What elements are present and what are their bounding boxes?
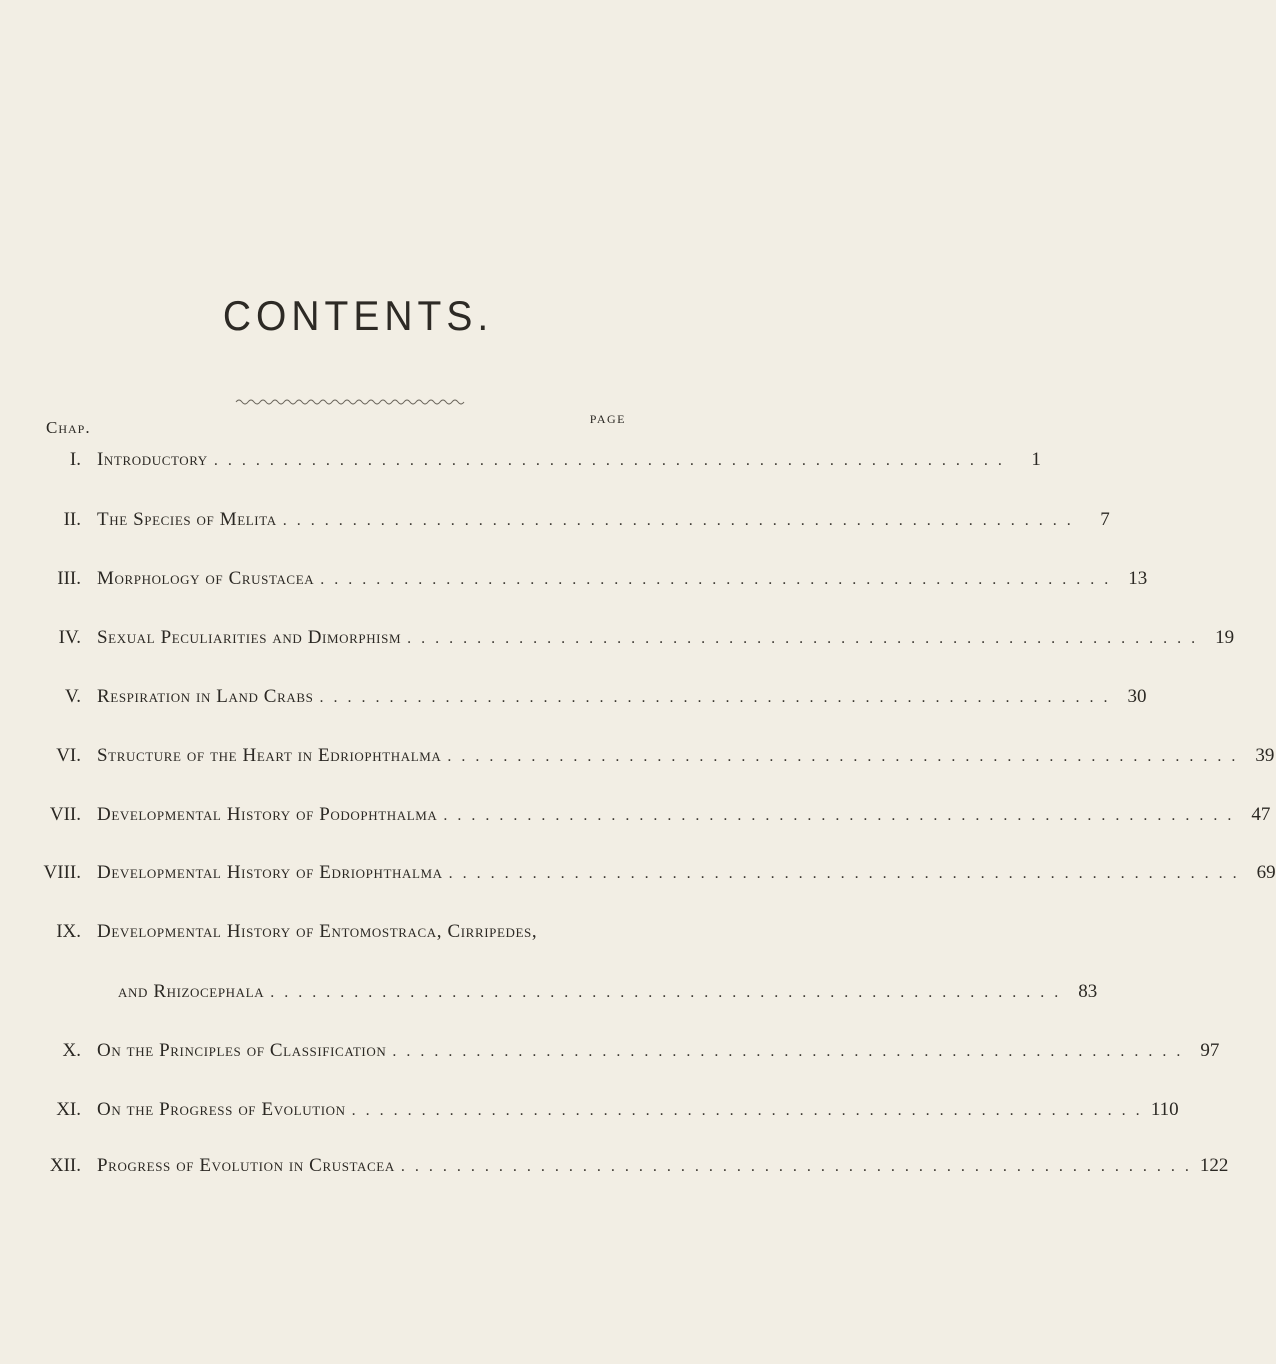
chapter-numeral: VI. xyxy=(56,745,81,766)
page-number: 13 xyxy=(1128,568,1148,589)
chapter-title: Introductory xyxy=(97,449,208,470)
dot-leader: . . . . . . . . . . . . . . . . . . . . . . . . . . . . . . . . . . . . . . . . . . . . . . . . . . . . . . . . . xyxy=(448,865,1240,882)
chapter-numeral: IX. xyxy=(56,921,81,942)
chapter-numeral: XII. xyxy=(49,1155,81,1176)
page-number: 39 xyxy=(1255,745,1275,766)
chapter-title: The Species of Melita xyxy=(97,509,277,530)
chapter-numeral: XI. xyxy=(56,1099,81,1120)
page-number: 69 xyxy=(1256,862,1276,883)
chapter-numeral: VIII. xyxy=(43,862,81,883)
toc-entry xyxy=(0,921,1098,1021)
toc-entry xyxy=(0,509,1110,539)
chapter-title: Respiration in Land Crabs xyxy=(97,686,314,707)
chapter-title: Developmental History of Edriophthalma xyxy=(97,862,443,883)
page-number: 97 xyxy=(1200,1040,1220,1061)
chapter-numeral: II. xyxy=(63,509,81,530)
page-number: 122 xyxy=(1199,1155,1229,1176)
page-number: 110 xyxy=(1150,1099,1179,1120)
dot-leader: . . . . . . . . . . . . . . . . . . . . . . . . . . . . . . . . . . . . . . . . . . . . . . . . . . . . . . . . . xyxy=(392,1043,1184,1060)
chapter-title-continuation: and Rhizocephala xyxy=(118,981,265,1002)
page-number: 83 xyxy=(1078,981,1098,1002)
toc-entry xyxy=(0,627,1235,657)
chapter-numeral: IV. xyxy=(58,627,81,648)
chapter-title: Developmental History of Entomostraca, Cirripedes, xyxy=(97,921,538,942)
chapter-title: Structure of the Heart in Edriophthalma xyxy=(97,745,442,766)
page-number: 47 xyxy=(1251,804,1271,825)
page-number: 1 xyxy=(1031,449,1041,470)
dot-leader: . . . . . . . . . . . . . . . . . . . . . . . . . . . . . . . . . . . . . . . . . . . . . . . . . . . . . . . . . xyxy=(213,452,1005,469)
chapter-numeral: VII. xyxy=(49,804,81,825)
dot-leader: . . . . . . . . . . . . . . . . . . . . . . . . . . . . . . . . . . . . . . . . . . . . . . . . . . . . . . . . . xyxy=(407,630,1199,647)
wavy-rule-ornament xyxy=(236,396,466,408)
chapter-title: Morphology of Crustacea xyxy=(97,568,315,589)
toc-entry xyxy=(0,568,1148,598)
chapter-numeral: I. xyxy=(69,449,81,470)
chapter-column-heading: Chap. xyxy=(46,418,91,437)
toc-entry xyxy=(0,1099,1179,1129)
toc-entry xyxy=(0,449,1041,479)
page-title: CONTENTS. xyxy=(222,293,494,340)
page-number: 30 xyxy=(1127,686,1147,707)
page-number: 19 xyxy=(1215,627,1235,648)
toc-entry xyxy=(0,1155,1229,1185)
chapter-numeral: X. xyxy=(62,1040,81,1061)
toc-entry xyxy=(0,1040,1220,1070)
toc-entry xyxy=(0,686,1147,716)
chapter-title: On the Principles of Classification xyxy=(97,1040,387,1061)
dot-leader: . . . . . . . . . . . . . . . . . . . . . . . . . . . . . . . . . . . . . . . . . . . . . . . . . . . . . . . . . xyxy=(319,689,1111,706)
dot-leader: . . . . . . . . . . . . . . . . . . . . . . . . . . . . . . . . . . . . . . . . . . . . . . . . . . . . . . . . . xyxy=(400,1158,1192,1175)
dot-leader: . . . . . . . . . . . . . . . . . . . . . . . . . . . . . . . . . . . . . . . . . . . . . . . . . . . . . . . . . xyxy=(270,984,1062,1001)
page-number: 7 xyxy=(1100,509,1110,530)
dot-leader: . . . . . . . . . . . . . . . . . . . . . . . . . . . . . . . . . . . . . . . . . . . . . . . . . . . . . . . . . xyxy=(282,512,1074,529)
page-column-heading: PAGE xyxy=(589,412,626,426)
toc-entry xyxy=(0,804,1271,834)
chapter-title: Developmental History of Podophthalma xyxy=(97,804,438,825)
dot-leader: . . . . . . . . . . . . . . . . . . . . . . . . . . . . . . . . . . . . . . . . . . . . . . . . . . . . . . . . . xyxy=(351,1102,1143,1119)
chapter-title: Sexual Peculiarities and Dimorphism xyxy=(97,627,402,648)
dot-leader: . . . . . . . . . . . . . . . . . . . . . . . . . . . . . . . . . . . . . . . . . . . . . . . . . . . . . . . . . xyxy=(447,748,1239,765)
dot-leader: . . . . . . . . . . . . . . . . . . . . . . . . . . . . . . . . . . . . . . . . . . . . . . . . . . . . . . . . . xyxy=(443,807,1235,824)
dot-leader: . . . . . . . . . . . . . . . . . . . . . . . . . . . . . . . . . . . . . . . . . . . . . . . . . . . . . . . . . xyxy=(320,571,1112,588)
toc-entry xyxy=(0,745,1275,775)
chapter-numeral: V. xyxy=(64,686,81,707)
toc-entry xyxy=(0,862,1276,892)
chapter-title: On the Progress of Evolution xyxy=(97,1099,346,1120)
chapter-title: Progress of Evolution in Crustacea xyxy=(97,1155,395,1176)
chapter-numeral: III. xyxy=(57,568,81,589)
